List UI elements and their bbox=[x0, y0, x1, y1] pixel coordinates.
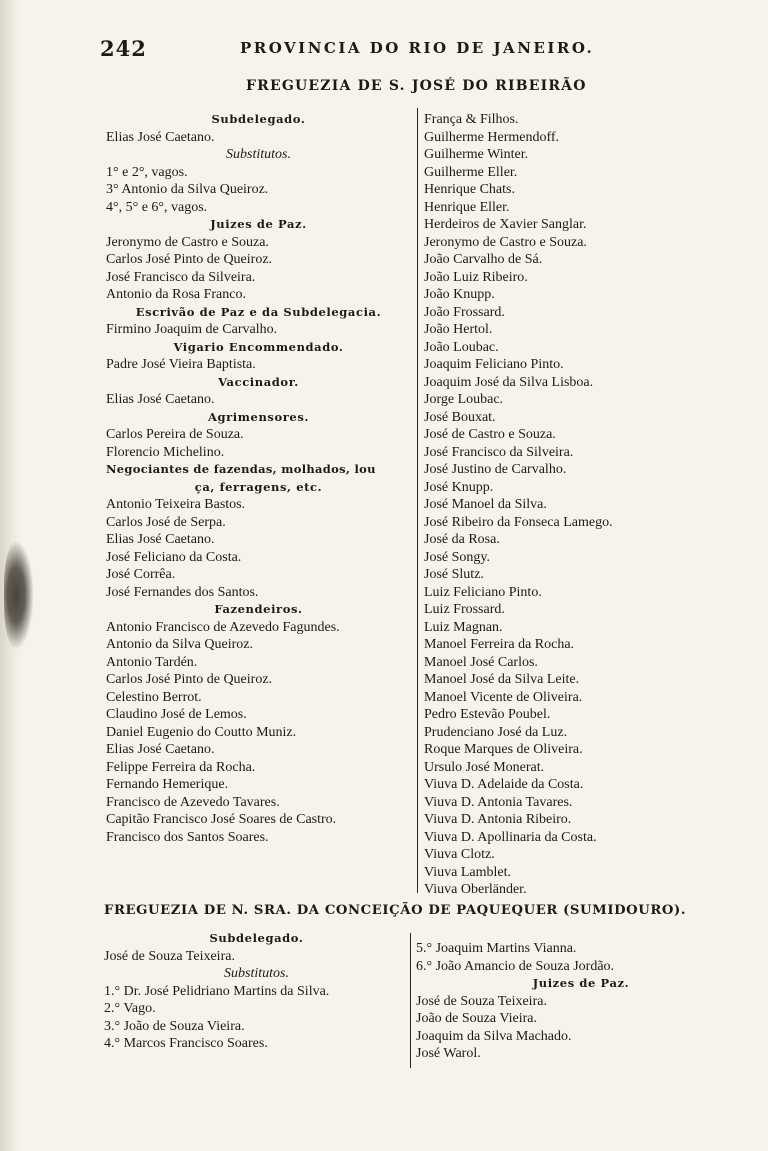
list-item: 4°, 5° e 6°, vagos. bbox=[106, 199, 208, 215]
list-item: Elias José Caetano. bbox=[106, 532, 215, 547]
list-item: Viuva D. Antonia Tavares. bbox=[424, 794, 573, 810]
list-item: Daniel Eugenio do Coutto Muniz. bbox=[106, 724, 297, 740]
list-item: Jeronymo de Castro e Souza. bbox=[424, 234, 587, 250]
list-item: Elias José Caetano. bbox=[106, 742, 215, 757]
list-item: Viuva D. Apollinaria da Costa. bbox=[424, 829, 597, 845]
list-item: Joaquim Feliciano Pinto. bbox=[424, 357, 564, 372]
section-heading: Escrivão de Paz e da Subdelegacia. bbox=[135, 304, 382, 319]
list-item: João Luiz Ribeiro. bbox=[424, 269, 528, 285]
list-item: Roque Marques de Oliveira. bbox=[424, 742, 583, 757]
list-item: Celestino Berrot. bbox=[106, 689, 202, 705]
list-item: José Ribeiro da Fonseca Lamego. bbox=[424, 514, 613, 530]
list-item: José Justino de Carvalho. bbox=[424, 462, 567, 477]
list-item: José Corrêa. bbox=[106, 567, 176, 582]
list-item: 6.° João Amancio de Souza Jordão. bbox=[416, 958, 615, 974]
list-item: Firmino Joaquim de Carvalho. bbox=[106, 322, 278, 337]
list-item: João Carvalho de Sá. bbox=[424, 252, 543, 267]
list-item: Viuva Oberländer. bbox=[424, 882, 527, 897]
list-item: Francisco dos Santos Soares. bbox=[106, 829, 269, 845]
list-item: 3° Antonio da Silva Queiroz. bbox=[106, 182, 269, 197]
list-item: José de Souza Teixeira. bbox=[104, 948, 235, 964]
section-heading: Vaccinador. bbox=[218, 374, 299, 389]
list-item: Henrique Eller. bbox=[424, 199, 510, 215]
list-item: João Knupp. bbox=[424, 287, 495, 302]
list-item: 1° e 2°, vagos. bbox=[106, 164, 188, 180]
column-divider bbox=[417, 108, 418, 893]
list-item: Florencio Michelino. bbox=[106, 444, 225, 460]
list-item: José Manoel da Silva. bbox=[424, 497, 547, 512]
running-title: PROVINCIA DO RIO DE JANEIRO. bbox=[240, 39, 595, 57]
list-item: Carlos Pereira de Souza. bbox=[106, 427, 244, 442]
list-item: José Bouxat. bbox=[424, 409, 496, 425]
list-item: Carlos José Pinto de Queiroz. bbox=[106, 672, 273, 687]
section-heading: Agrimensores. bbox=[207, 409, 310, 424]
section-heading: Juizes de Paz. bbox=[210, 217, 307, 231]
list-item: Francisco de Azevedo Tavares. bbox=[106, 794, 280, 810]
section-heading: Subdelegado. bbox=[209, 931, 304, 945]
list-item: José Songy. bbox=[424, 549, 490, 565]
list-item: Capitão Francisco José Soares de Castro. bbox=[106, 812, 337, 827]
list-item: 3.° João de Souza Vieira. bbox=[104, 1018, 245, 1034]
list-item: Pedro Estevão Poubel. bbox=[424, 707, 551, 722]
list-item: Fernando Hemerique. bbox=[106, 777, 229, 792]
list-item: José Knupp. bbox=[424, 479, 494, 495]
list-item: Manoel José da Silva Leite. bbox=[424, 672, 580, 687]
list-item: Manoel Ferreira da Rocha. bbox=[424, 637, 575, 652]
list-item: Antonio Francisco de Azevedo Fagundes. bbox=[106, 619, 340, 635]
list-item: José Warol. bbox=[416, 1046, 481, 1061]
list-item: Carlos José Pinto de Queiroz. bbox=[106, 252, 273, 267]
list-item: José Feliciano da Costa. bbox=[106, 549, 242, 565]
section2-right-column bbox=[416, 940, 746, 1063]
list-item: José de Castro e Souza. bbox=[424, 427, 556, 442]
list-item: João Frossard. bbox=[424, 304, 505, 320]
list-item: 4.° Marcos Francisco Soares. bbox=[104, 1036, 268, 1051]
list-item: Guilherme Eller. bbox=[424, 164, 518, 180]
list-item: José Slutz. bbox=[424, 567, 484, 582]
section-heading: Juizes de Paz. bbox=[532, 976, 630, 990]
list-item: Joaquim José da Silva Lisboa. bbox=[424, 374, 594, 390]
page-number: 242 bbox=[100, 36, 147, 61]
list-item: Manoel Vicente de Oliveira. bbox=[424, 689, 583, 705]
list-item: José Francisco da Silveira. bbox=[424, 444, 574, 460]
list-item: 2.° Vago. bbox=[104, 1001, 156, 1016]
list-item: Ursulo José Monerat. bbox=[424, 759, 545, 775]
list-item: Antonio da Rosa Franco. bbox=[106, 287, 246, 302]
list-item: João Hertol. bbox=[424, 322, 493, 337]
section-heading: ça, ferragens, etc. bbox=[194, 479, 323, 494]
section2-left-column bbox=[104, 930, 409, 1053]
list-item: José da Rosa. bbox=[424, 532, 500, 547]
list-item: José de Souza Teixeira. bbox=[416, 993, 547, 1009]
list-item: Herdeiros de Xavier Sanglar. bbox=[424, 217, 587, 232]
list-item: Prudenciano José da Luz. bbox=[424, 724, 568, 740]
list-item: Guilherme Hermendoff. bbox=[424, 129, 560, 145]
list-item: Elias José Caetano. bbox=[106, 392, 215, 407]
list-item: Luiz Magnan. bbox=[424, 619, 503, 635]
list-item: Antonio Tardén. bbox=[106, 654, 198, 670]
list-item: Viuva Lamblet. bbox=[424, 864, 512, 880]
list-item: Claudino José de Lemos. bbox=[106, 707, 247, 722]
list-item: Luiz Feliciano Pinto. bbox=[424, 584, 542, 600]
list-item: Jeronymo de Castro e Souza. bbox=[106, 234, 269, 250]
subheading: Substitutos. bbox=[226, 147, 291, 162]
list-item: José Fernandes dos Santos. bbox=[106, 584, 259, 600]
binding-stain bbox=[4, 540, 34, 650]
column-divider-2 bbox=[410, 933, 411, 1068]
list-item: Luiz Frossard. bbox=[424, 602, 505, 617]
section1-title: FREGUEZIA DE S. JOSÉ DO RIBEIRÃO bbox=[246, 78, 587, 94]
list-item: Jorge Loubac. bbox=[424, 392, 504, 407]
section2-title: FREGUEZIA DE N. SRA. DA CONCEIÇÃO DE PAQUEQUER (SUMIDOURO). bbox=[104, 903, 687, 918]
list-item: Viuva Clotz. bbox=[424, 847, 495, 862]
list-item: Guilherme Winter. bbox=[424, 147, 529, 162]
list-item: João Loubac. bbox=[424, 339, 499, 355]
section-heading: Fazendeiros. bbox=[214, 602, 303, 616]
section1-left-column bbox=[106, 111, 411, 846]
subheading: Substitutos. bbox=[224, 966, 289, 981]
list-item: Viuva D. Adelaide da Costa. bbox=[424, 777, 584, 792]
list-item: Carlos José de Serpa. bbox=[106, 514, 226, 530]
list-item: Joaquim da Silva Machado. bbox=[416, 1028, 572, 1044]
list-item: 5.° Joaquim Martins Vianna. bbox=[416, 941, 577, 956]
section-heading: Negociantes de fazendas, molhados, lou bbox=[106, 462, 376, 476]
section1-right-column bbox=[424, 111, 754, 899]
list-item: Felippe Ferreira da Rocha. bbox=[106, 759, 256, 775]
list-item: José Francisco da Silveira. bbox=[106, 269, 256, 285]
section-heading: Subdelegado. bbox=[211, 112, 306, 126]
page-header bbox=[100, 36, 630, 62]
list-item: Antonio Teixeira Bastos. bbox=[106, 497, 246, 512]
list-item: França & Filhos. bbox=[424, 112, 519, 127]
list-item: Antonio da Silva Queiroz. bbox=[106, 637, 253, 652]
list-item: Manoel José Carlos. bbox=[424, 654, 538, 670]
list-item: Elias José Caetano. bbox=[106, 129, 215, 145]
list-item: 1.° Dr. José Pelidriano Martins da Silva. bbox=[104, 983, 330, 999]
list-item: Henrique Chats. bbox=[424, 182, 515, 197]
list-item: Padre José Vieira Baptista. bbox=[106, 357, 256, 372]
list-item: Viuva D. Antonia Ribeiro. bbox=[424, 812, 572, 827]
list-item: João de Souza Vieira. bbox=[416, 1011, 537, 1026]
section-heading: Vigario Encommendado. bbox=[173, 339, 344, 354]
